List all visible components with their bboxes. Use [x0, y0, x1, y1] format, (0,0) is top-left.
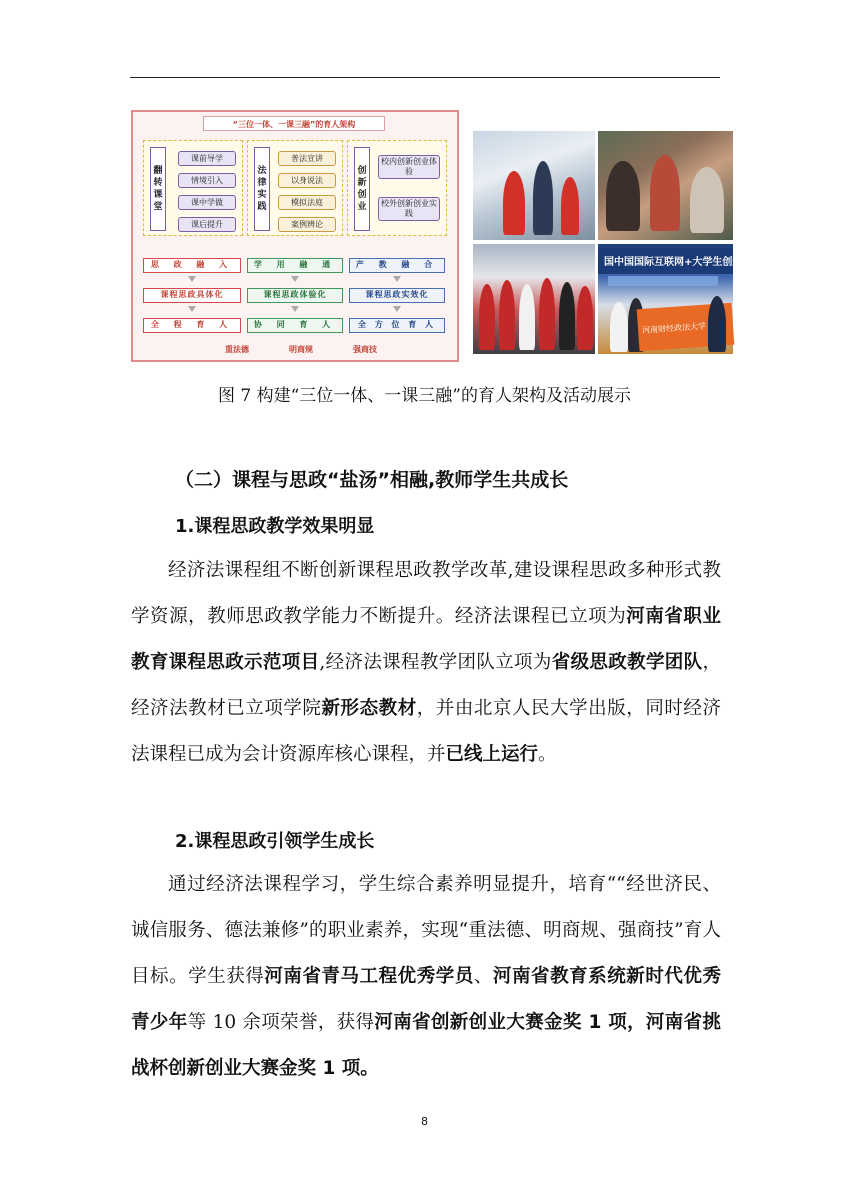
diagram-footer-item: 明商规	[289, 345, 313, 354]
row-box: 课程思政体验化	[247, 288, 343, 303]
diagram-footer-item: 重法德	[225, 345, 249, 354]
diagram-title: “三位一体、一课三融”的育人架构	[203, 116, 385, 131]
subsection-title: 2.课程思政引领学生成长	[175, 831, 375, 852]
tier-item: 课中学做	[178, 195, 236, 210]
down-arrow-icon	[291, 306, 299, 312]
row-box: 全 程 育 人	[143, 318, 241, 333]
figure-caption: 图 7 构建“三位一体、一课三融”的育人架构及活动展示	[217, 386, 631, 406]
tier-item: 案例辨论	[278, 217, 336, 232]
row-box: 课程思政具体化	[143, 288, 241, 303]
tier-label: 创新创业	[354, 147, 370, 231]
tier-label: 法律实践	[254, 147, 270, 231]
tier-item: 以身说法	[278, 173, 336, 188]
row-box: 课程思政实效化	[349, 288, 445, 303]
row-box: 产 教 融 合	[349, 258, 445, 273]
tier-item: 模拟法庭	[278, 195, 336, 210]
tier-item: 校内创新创业体验	[378, 155, 440, 179]
paragraph: 经济法课程组不断创新课程思政教学改革,建设课程思政多种形式教学资源，教师思政教学能力不断提升。经济法课程已立项为河南省职业教育课程思政示范项目,经济法课程教学团队立项为省级思政教学团队，经济法教材已立项学院新形态教材，并由北京人民大学出版，同时经济法课程已成为会计资源库核心课程，并已线上运行。	[131, 560, 721, 765]
tier-item: 课前导学	[178, 151, 236, 166]
tier-item: 校外创新创业实践	[378, 197, 440, 221]
down-arrow-icon	[291, 276, 299, 282]
activity-photo	[473, 244, 595, 354]
down-arrow-icon	[188, 306, 196, 312]
tier-flipped-classroom	[143, 140, 243, 236]
down-arrow-icon	[393, 306, 401, 312]
activity-photo	[473, 131, 595, 240]
competition-banner: 国中国国际互联网+大学生创新创	[598, 248, 733, 274]
tier-item: 普法宣讲	[278, 151, 336, 166]
school-flag: 河南财经政法大学	[637, 303, 735, 352]
row-box: 全 方 位 育 人	[349, 318, 445, 333]
tier-legal-practice	[247, 140, 343, 236]
section-title: （二）课程与思政“盐汤”相融,教师学生共成长	[175, 469, 569, 491]
activity-photo	[598, 131, 733, 240]
down-arrow-icon	[188, 276, 196, 282]
subsection-title: 1.课程思政教学效果明显	[175, 516, 375, 537]
activity-photo	[598, 244, 753, 354]
architecture-diagram	[131, 110, 459, 362]
page-number: 8	[421, 1115, 428, 1128]
tier-label: 翻转课堂	[150, 147, 166, 231]
down-arrow-icon	[393, 276, 401, 282]
tier-innovation	[347, 140, 447, 236]
header-rule	[130, 77, 720, 78]
tier-item: 课后提升	[178, 217, 236, 232]
row-box: 学 用 融 通	[247, 258, 343, 273]
row-box: 协 同 育 人	[247, 318, 343, 333]
diagram-footer-item: 强商技	[353, 345, 377, 354]
paragraph: 通过经济法课程学习，学生综合素养明显提升，培育““经世济民、诚信服务、德法兼修”的职业素养，实现“重法德、明商规、强商技”育人目标。学生获得河南省青马工程优秀学员、河南省教育系统新时代优秀青少年等 10 余项荣誉，获得河南省创新创业大赛金奖 1 项，河南省挑战杯创新创业大赛金奖 1 项。	[131, 874, 721, 1079]
row-box: 思 政 融 入	[143, 258, 241, 273]
tier-item: 情境引入	[178, 173, 236, 188]
